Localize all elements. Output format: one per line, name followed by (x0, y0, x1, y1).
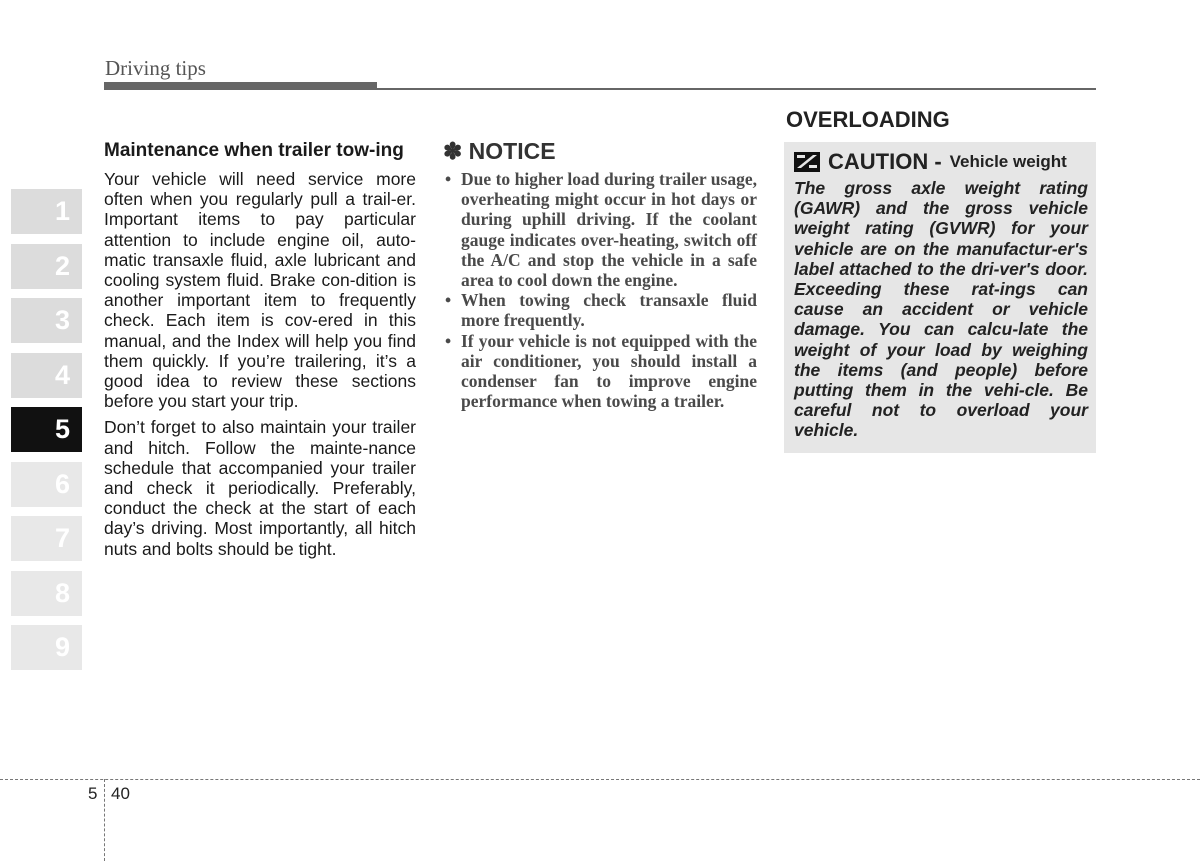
chapter-tab-2[interactable]: 2 (11, 244, 82, 289)
notice-column (443, 137, 757, 411)
maintenance-column (104, 140, 416, 565)
page-number: 40 (111, 784, 130, 803)
notice-title: ✽ NOTICE (443, 138, 556, 164)
chapter-tab-7[interactable]: 7 (11, 516, 82, 561)
maintenance-paragraph-2: Don’t forget to also maintain your trailer and hitch. Follow the mainte-nance schedule that accompanied your trailer and check it periodically. Preferably, conduct the check at the start of each day’s driving. Most importantly, all hitch nuts and bolts should be tight. (104, 417, 416, 559)
overloading-title: OVERLOADING (786, 107, 950, 132)
overloading-column (784, 106, 1096, 453)
chapter-tab-3[interactable]: 3 (11, 298, 82, 343)
chapter-tab-9[interactable]: 9 (11, 625, 82, 670)
caution-subject: Vehicle weight (949, 152, 1067, 171)
notice-item: • When towing check transaxle fluid more frequently. (443, 290, 757, 330)
caution-text: The gross axle weight rating (GAWR) and the gross vehicle weight rating (GVWR) for your vehicle are on the manufactur-er's label attached to the dri-ver's door. Exceeding these rat-ings can cause an accident or vehicle damage. You can calcu-late the weight of your load by weighing the items (and people) before putting them in the vehi-cle. Be careful not to overload your vehicle. (794, 178, 1088, 441)
maintenance-paragraph-1: Your vehicle will need service more often when you regularly pull a trail-er. Important items to pay particular attention to include engine oil, auto-matic transaxle fluid, axle lubricant and cooling system fluid. Brake con-dition is another important item to frequently check. Each item is cov-ered in this manual, and the Index will help you find them quickly. If you’re trailering, it’s a good idea to review these sections before you start your trip. (104, 169, 416, 412)
chapter-tab-6[interactable]: 6 (11, 462, 82, 507)
caution-box (784, 142, 1096, 453)
caution-label: CAUTION - (828, 149, 942, 174)
footer-vertical-divider (104, 779, 105, 861)
chapter-tab-8[interactable]: 8 (11, 571, 82, 616)
notice-item: • Due to higher load during trailer usage, overheating might occur in hot days or during uphill driving. If the coolant gauge indicates over-heating, switch off the A/C and stop the vehicle in a safe area to cool down the engine. (443, 169, 757, 290)
chapter-tab-5[interactable]: 5 (11, 407, 82, 452)
maintenance-heading: Maintenance when trailer tow-ing (104, 140, 404, 161)
caution-slash-icon (794, 152, 820, 172)
notice-list (443, 169, 757, 411)
chapter-tab-1[interactable]: 1 (11, 189, 82, 234)
caution-header (794, 148, 1088, 176)
section-title: Driving tips (105, 56, 206, 80)
chapter-tabs (11, 189, 82, 680)
header-rule (104, 88, 1096, 90)
footer-divider (0, 779, 1200, 780)
chapter-tab-4[interactable]: 4 (11, 353, 82, 398)
notice-item: • If your vehicle is not equipped with the air conditioner, you should install a condenser fan to improve engine performance when towing a trailer. (443, 331, 757, 412)
page-chapter-number: 5 (88, 784, 98, 803)
